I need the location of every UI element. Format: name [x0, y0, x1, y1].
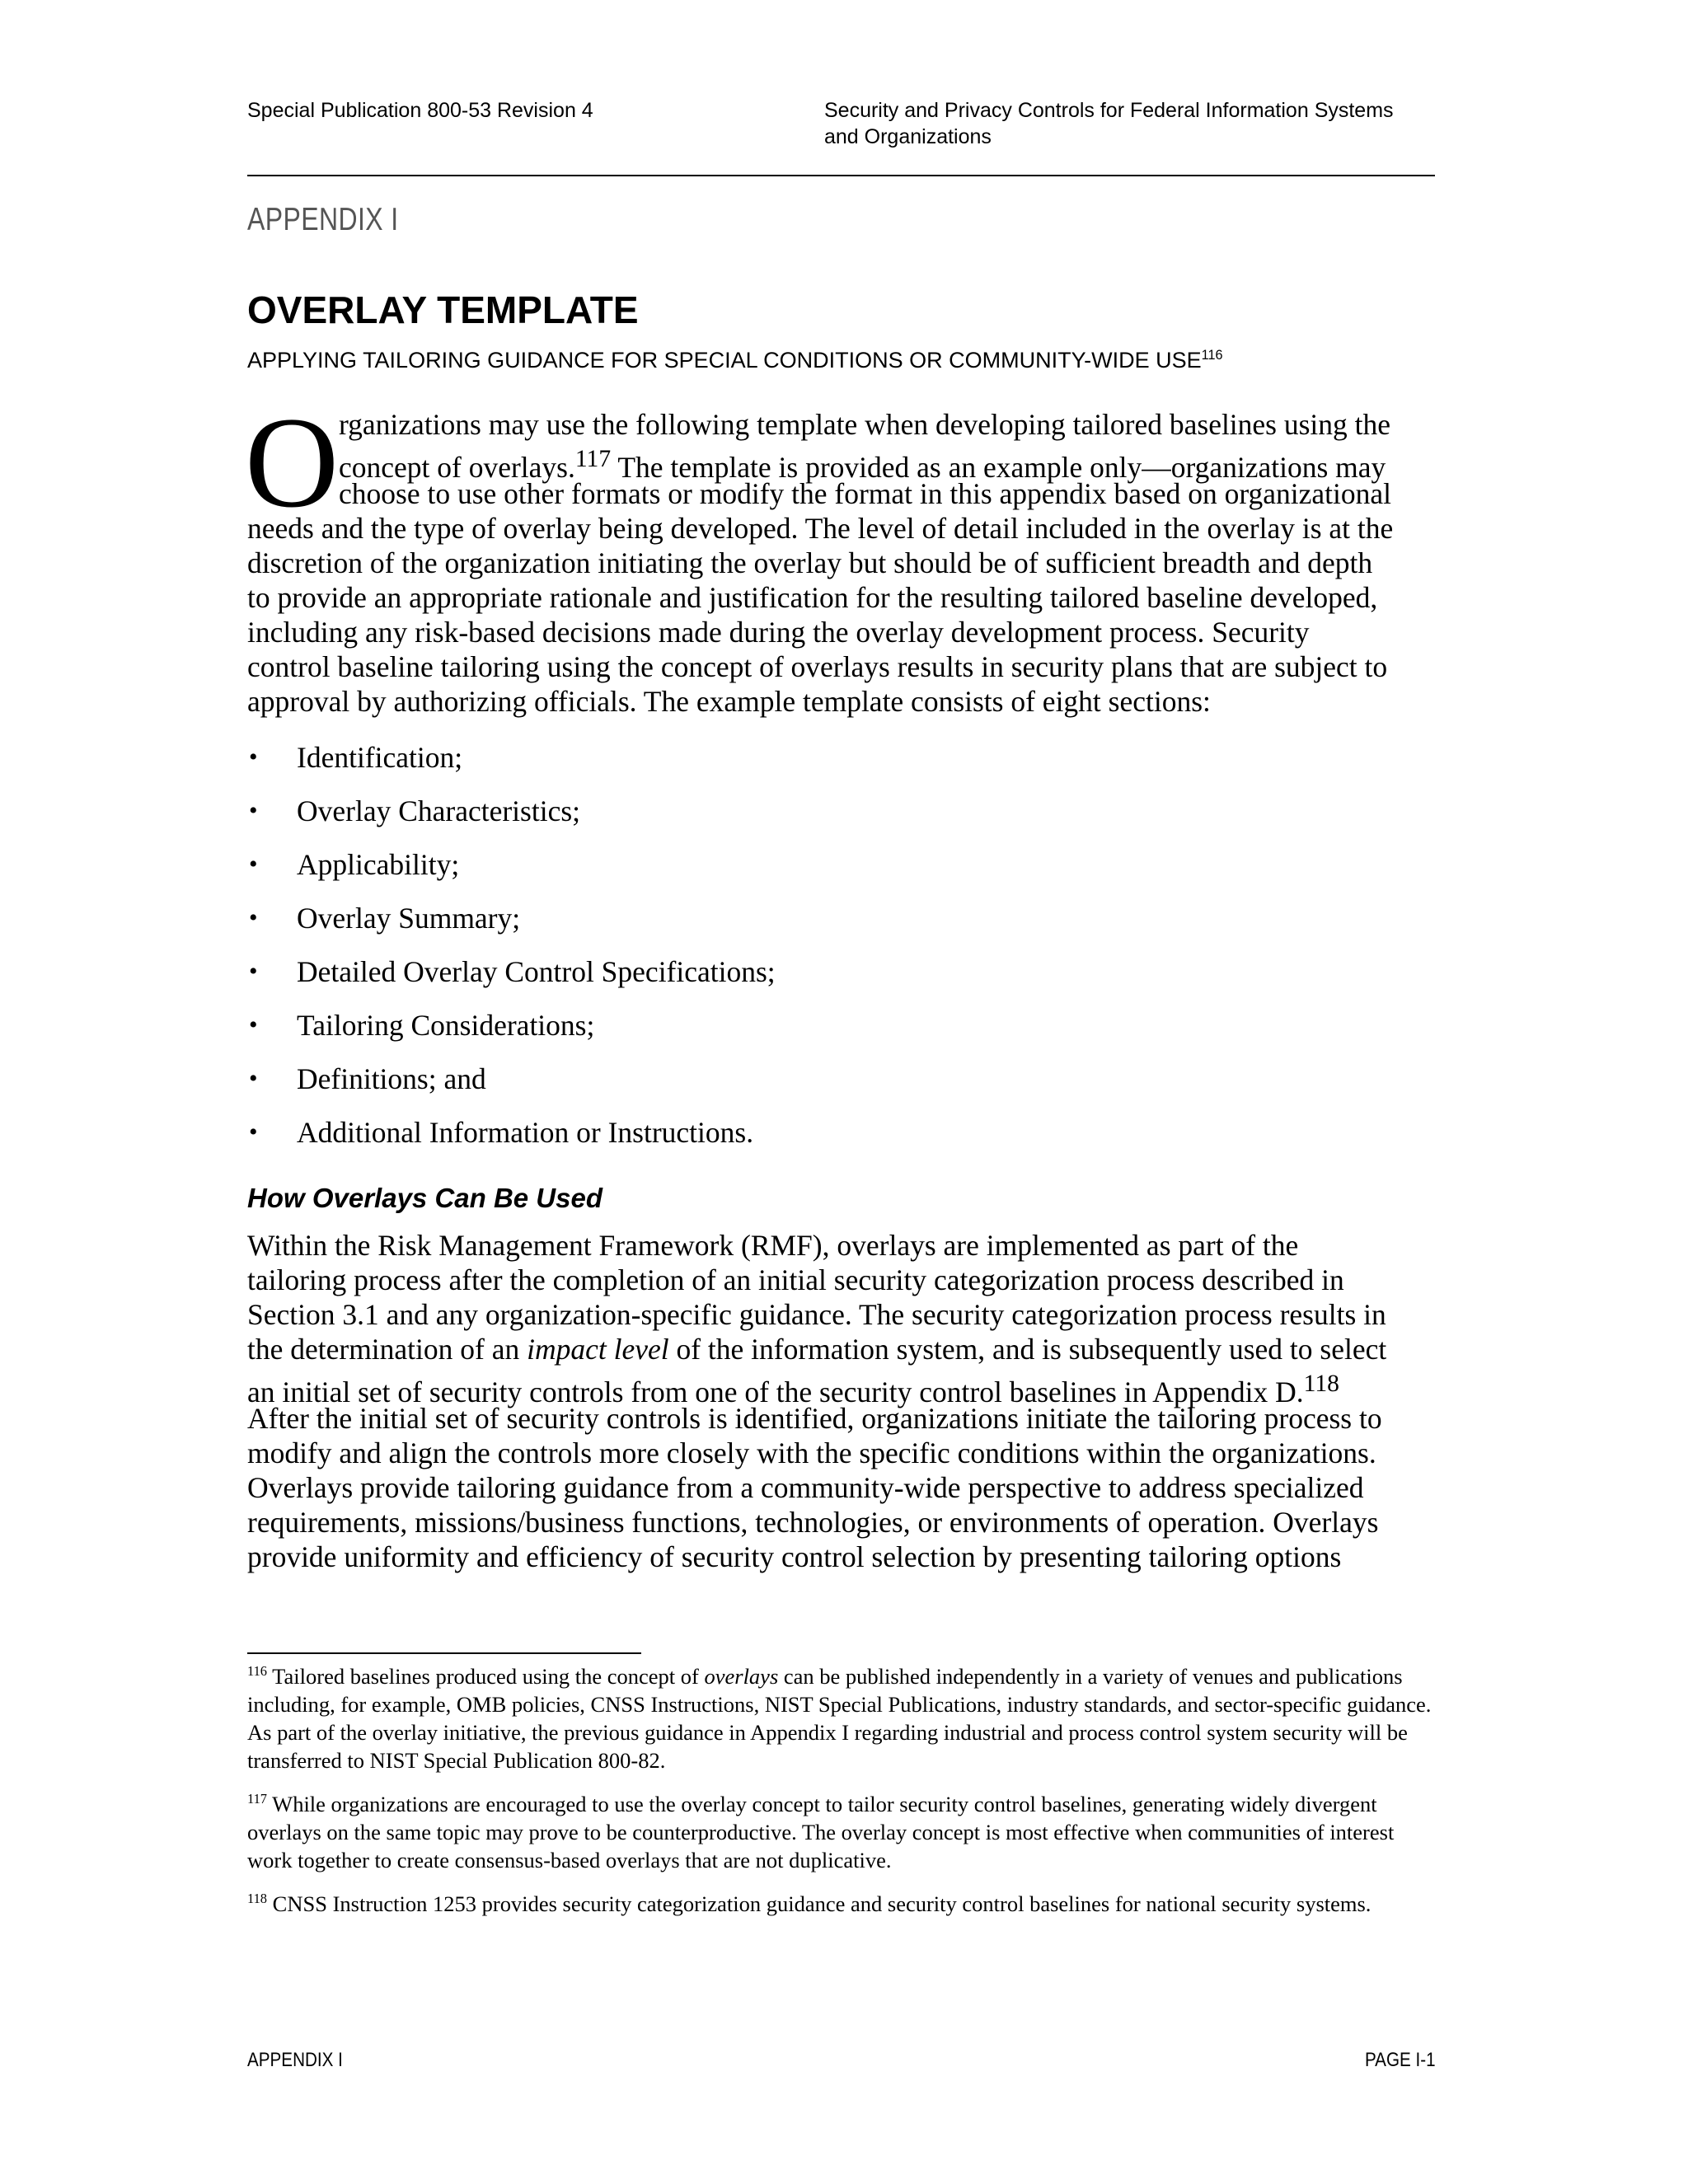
appendix-label: APPENDIX I — [247, 202, 399, 237]
template-sections-list — [247, 740, 776, 1169]
bullet-icon: • — [249, 1011, 258, 1038]
body-line-text: of the information system, and is subsequently used to select — [668, 1333, 1387, 1366]
footnote-emphasis: overlays — [704, 1664, 779, 1689]
body-line: Within the Risk Management Framework (RMF), overlays are implemented as part of the — [247, 1229, 1299, 1262]
page-subtitle — [247, 346, 1222, 374]
list-item — [247, 794, 776, 847]
list-item-text: Applicability; — [297, 848, 460, 881]
footnote-number: 118 — [247, 1891, 268, 1907]
header-rule — [247, 175, 1435, 176]
intro-line: needs and the type of overlay being developed. The level of detail included in the overlay is at the — [247, 512, 1394, 545]
footnote-117 — [247, 1790, 1438, 1874]
body-line-text: an initial set of security controls from one of the security control baselines in Appendix D. — [247, 1375, 1304, 1408]
intro-line: control baseline tailoring using the concept of overlays results in security plans that are subject to — [247, 650, 1388, 683]
body-line — [247, 1332, 1386, 1366]
footnote-text: CNSS Instruction 1253 provides security categorization guidance and security control baselines for national security systems. — [267, 1891, 1372, 1916]
running-header-left: Special Publication 800-53 Revision 4 — [247, 99, 593, 122]
bullet-icon: • — [249, 1118, 258, 1146]
intro-line: to provide an appropriate rationale and justification for the resulting tailored baseline developed, — [247, 581, 1378, 614]
body-line: After the initial set of security controls is identified, organizations initiate the tailoring process to — [247, 1402, 1382, 1435]
intro-line: including any risk-based decisions made during the overlay development process. Security — [247, 616, 1310, 649]
page-title: OVERLAY TEMPLATE — [247, 288, 639, 331]
impact-level-term: impact level — [527, 1333, 669, 1366]
list-item-text: Identification; — [297, 741, 463, 774]
list-item — [247, 1062, 776, 1115]
intro-line: rganizations may use the following template when developing tailored baselines using the — [339, 408, 1391, 441]
list-item — [247, 1008, 776, 1062]
list-item-text: Additional Information or Instructions. — [297, 1116, 754, 1149]
list-item-text: Overlay Characteristics; — [297, 794, 581, 827]
running-header-right-line2: and Organizations — [824, 125, 992, 148]
footnote-text: While organizations are encouraged to use the overlay concept to tailor security control baselines, generating widely divergent overlays on the same topic may prove to be counterproductive. The overlay concept is most effective when communities of interest work together to create consensus-based overlays that are not duplicative. — [247, 1792, 1395, 1872]
body-line: Overlays provide tailoring guidance from a community-wide perspective to address specialized — [247, 1471, 1364, 1504]
running-header-right — [824, 97, 1451, 150]
footnote-number: 116 — [247, 1663, 268, 1680]
footnote-ref-116[interactable]: 116 — [1201, 348, 1223, 363]
list-item — [247, 954, 776, 1008]
footnote-text: Tailored baselines produced using the concept of — [267, 1664, 705, 1689]
body-line: Section 3.1 and any organization-specific guidance. The security categorization process results in — [247, 1298, 1386, 1331]
list-item-text: Tailoring Considerations; — [297, 1009, 595, 1042]
bullet-icon: • — [249, 743, 258, 771]
footnote-ref-117[interactable]: 117 — [574, 446, 612, 472]
footnote-rule — [247, 1652, 641, 1654]
body-line: requirements, missions/business functions, technologies, or environments of operation. Overlays — [247, 1506, 1379, 1539]
bullet-icon: • — [249, 797, 258, 824]
body-line: modify and align the controls more closely with the specific conditions within the organizations. — [247, 1436, 1376, 1469]
page-number: PAGE I-1 — [1365, 2049, 1436, 2071]
intro-line-text: concept of overlays. — [339, 450, 575, 484]
list-item — [247, 901, 776, 954]
bullet-icon: • — [249, 851, 258, 878]
subtitle-text: APPLYING TAILORING GUIDANCE FOR SPECIAL CONDITIONS OR COMMUNITY-WIDE USE — [247, 348, 1202, 373]
intro-line: choose to use other formats or modify the format in this appendix based on organizational — [339, 477, 1392, 510]
footnote-116 — [247, 1662, 1438, 1774]
intro-line: approval by authorizing officials. The example template consists of eight sections: — [247, 685, 1211, 718]
list-item — [247, 1115, 776, 1169]
intro-line-text: The template is provided as an example only—organizations may — [611, 450, 1386, 484]
list-item — [247, 740, 776, 794]
bullet-icon: • — [249, 904, 258, 931]
footnote-118 — [247, 1890, 1438, 1918]
list-item-text: Definitions; and — [297, 1062, 486, 1095]
body-line: tailoring process after the completion of an initial security categorization process described in — [247, 1263, 1344, 1296]
list-item — [247, 847, 776, 901]
footnote-ref-118[interactable]: 118 — [1303, 1371, 1339, 1397]
drop-cap: O — [245, 391, 340, 535]
intro-line: discretion of the organization initiating the overlay but should be of sufficient breadth and depth — [247, 546, 1373, 579]
footnote-text: can be published independently in a variety of venues and publications including, for example, OMB policies, CNSS Instructions, NIST Special Publications, industry standards, and sector-specific guidance. As part of the overlay initiative, the previous guidance in Appendix I regarding industrial and process control system security will be transferred to NIST Special Publication 800-82. — [247, 1664, 1432, 1773]
body-line-text: the determination of an — [247, 1333, 528, 1366]
footnote-number: 117 — [247, 1791, 268, 1807]
bullet-icon: • — [249, 1065, 258, 1092]
running-header-right-line1: Security and Privacy Controls for Federal Information Systems — [824, 99, 1394, 122]
running-footer-left: APPENDIX I — [247, 2049, 343, 2071]
list-item-text: Overlay Summary; — [297, 902, 521, 935]
list-item-text: Detailed Overlay Control Specifications; — [297, 955, 776, 988]
body-line: provide uniformity and efficiency of security control selection by presenting tailoring options — [247, 1540, 1342, 1573]
bullet-icon: • — [249, 958, 258, 985]
section-heading: How Overlays Can Be Used — [247, 1183, 603, 1213]
